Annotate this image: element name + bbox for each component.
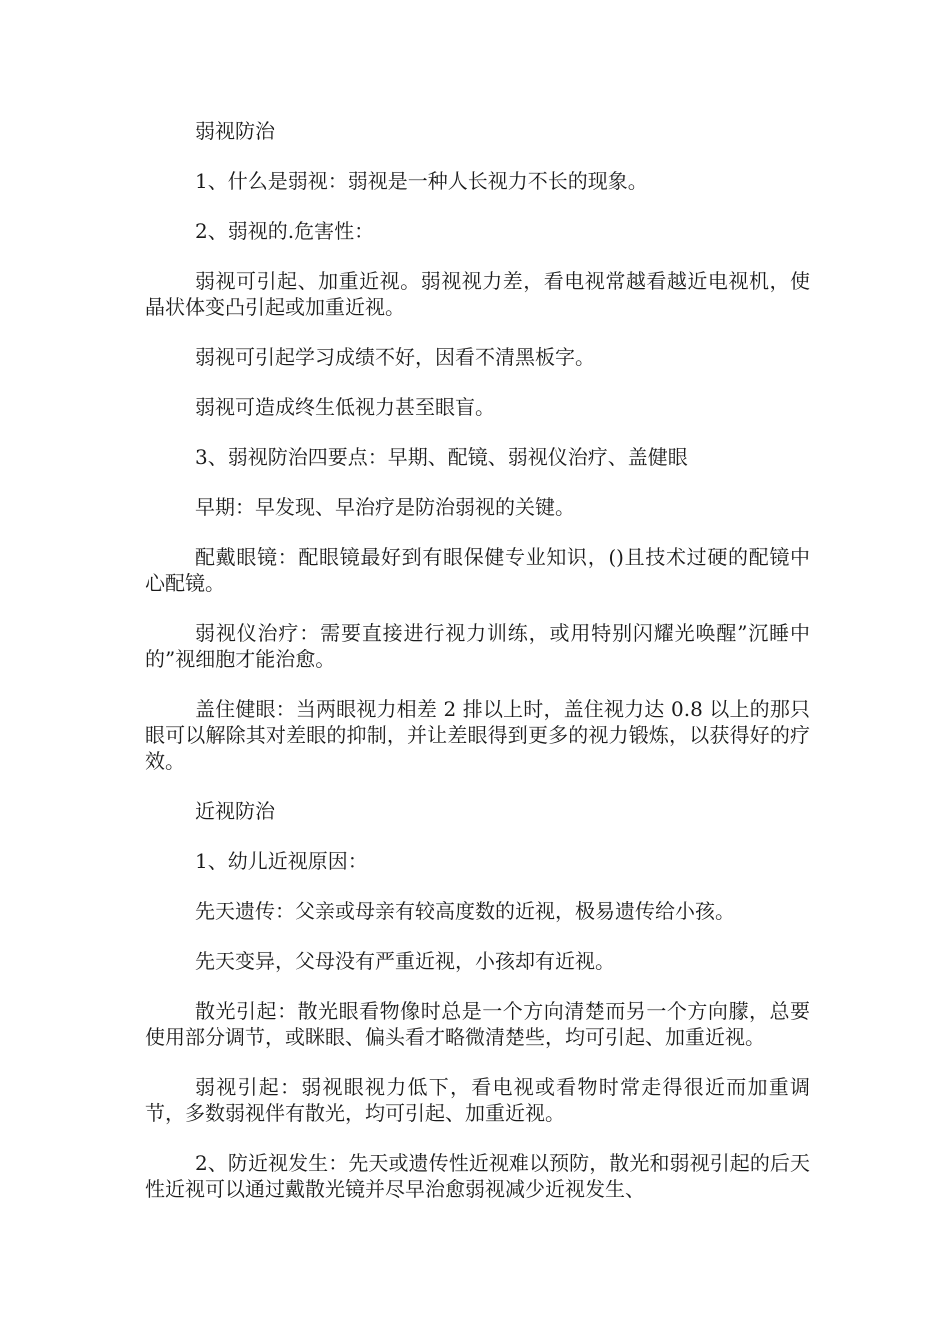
paragraph: 散光引起：散光眼看物像时总是一个方向清楚而另一个方向朦，总要使用部分调节，或眯眼、偏头看才略微清楚些，均可引起、加重近视。 bbox=[145, 999, 810, 1049]
paragraph: 2、弱视的.危害性： bbox=[195, 219, 375, 243]
paragraph: 早期：早发现、早治疗是防治弱视的关键。 bbox=[195, 495, 575, 519]
paragraph: 弱视仪治疗：需要直接进行视力训练，或用特别闪耀光唤醒”沉睡中的”视细胞才能治愈。 bbox=[145, 621, 810, 671]
paragraph: 3、弱视防治四要点：早期、配镜、弱视仪治疗、盖健眼 bbox=[195, 445, 688, 469]
paragraph: 弱视可引起、加重近视。弱视视力差，看电视常越看越近电视机，使晶状体变凸引起或加重近视。 bbox=[145, 269, 810, 319]
paragraph: 先天遗传：父亲或母亲有较高度数的近视，极易遗传给小孩。 bbox=[195, 899, 735, 923]
paragraph: 2、防近视发生：先天或遗传性近视难以预防，散光和弱视引起的后天性近视可以通过戴散光镜并尽早治愈弱视减少近视发生、 bbox=[145, 1151, 810, 1201]
heading-amblyopia: 弱视防治 bbox=[195, 119, 275, 143]
paragraph: 1、什么是弱视：弱视是一种人长视力不长的现象。 bbox=[195, 169, 648, 193]
document-body bbox=[145, 118, 810, 1226]
paragraph: 先天变异，父母没有严重近视，小孩却有近视。 bbox=[195, 949, 615, 973]
paragraph: 弱视可引起学习成绩不好，因看不清黑板字。 bbox=[195, 345, 595, 369]
paragraph: 配戴眼镜：配眼镜最好到有眼保健专业知识，()且技术过硬的配镜中心配镜。 bbox=[145, 545, 810, 595]
paragraph: 弱视可造成终生低视力甚至眼盲。 bbox=[195, 395, 495, 419]
paragraph: 盖住健眼：当两眼视力相差 2 排以上时，盖住视力达 0.8 以上的那只眼可以解除其对差眼的抑制，并让差眼得到更多的视力锻炼，以获得好的疗效。 bbox=[145, 697, 810, 773]
paragraph: 1、幼儿近视原因： bbox=[195, 849, 368, 873]
paragraph: 弱视引起：弱视眼视力低下，看电视或看物时常走得很近而加重调节，多数弱视伴有散光，均可引起、加重近视。 bbox=[145, 1075, 810, 1125]
heading-myopia: 近视防治 bbox=[195, 799, 275, 823]
